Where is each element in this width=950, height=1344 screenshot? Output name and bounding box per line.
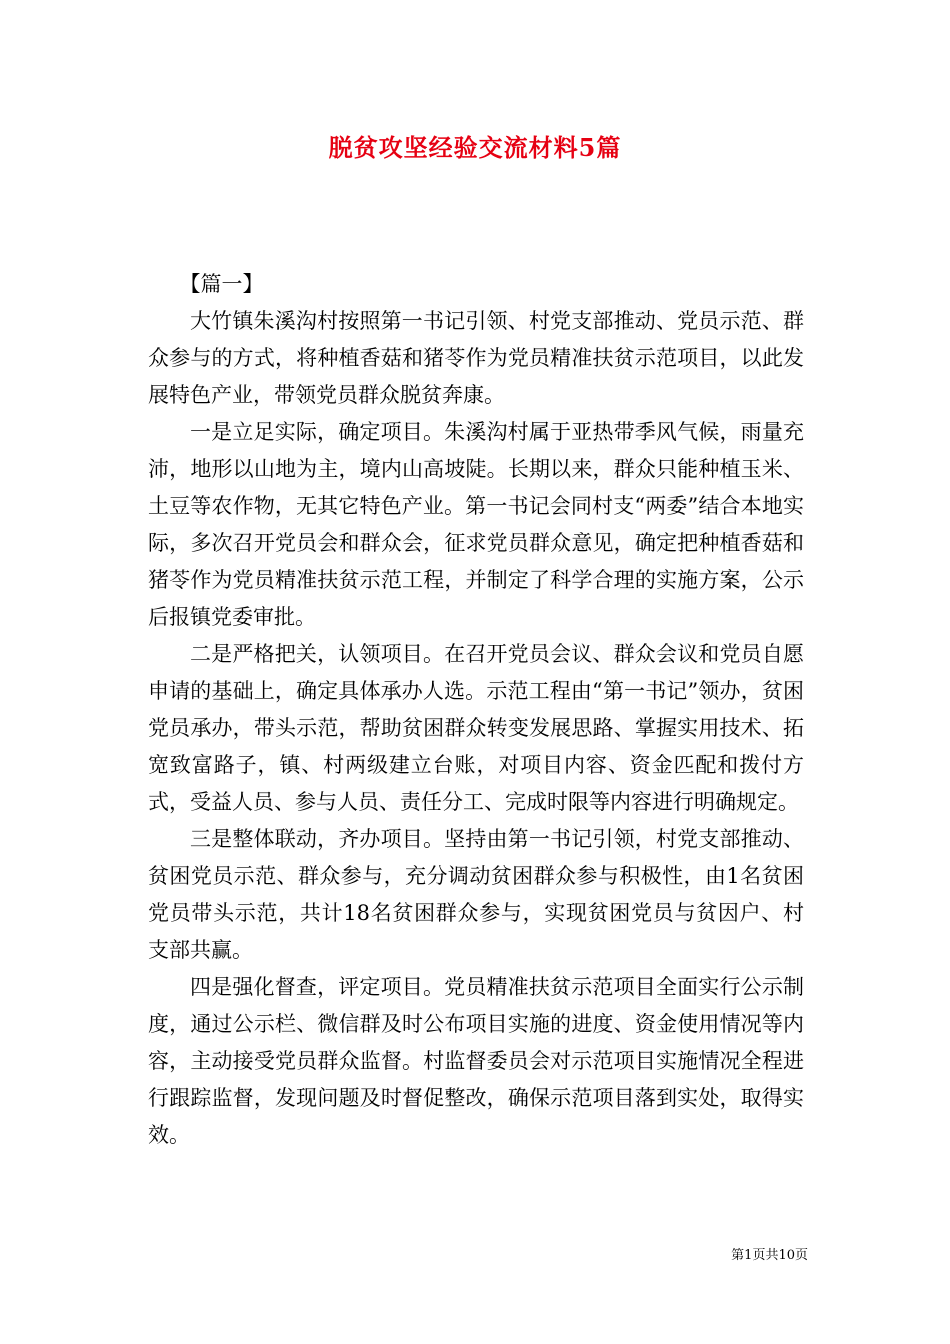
paragraph-point-4: 四是强化督查，评定项目。党员精准扶贫示范项目全面实行公示制度，通过公示栏、微信群及时公布项目实施的进度、资金使用情况等内容，主动接受党员群众监督。村监督委员会对示范项目实施情况全程进行跟踪监督，发现问题及时督促整改，确保示范项目落到实处，取得实效。 bbox=[148, 975, 804, 1147]
paragraph-point-1: 一是立足实际，确定项目。朱溪沟村属于亚热带季风气候，雨量充沛，地形以山地为主，境内山高坡陡。长期以来，群众只能种植玉米、土豆等农作物，无其它特色产业。第一书记会同村支“两委”结合本地实际，多次召开党员会和群众会，征求党员群众意见，确定把种植香菇和猪苓作为党员精准扶贫示范工程，并制定了科学合理的实施方案，公示后报镇党委审批。 bbox=[148, 420, 804, 629]
paragraph-intro: 大竹镇朱溪沟村按照第一书记引领、村党支部推动、党员示范、群众参与的方式，将种植香菇和猪苓作为党员精准扶贫示范项目，以此发展特色产业，带领党员群众脱贫奔康。 bbox=[148, 309, 804, 407]
document-body bbox=[148, 266, 804, 1154]
page-number: 第1页共10页 bbox=[731, 1248, 808, 1263]
paragraph-point-2: 二是严格把关，认领项目。在召开党员会议、群众会议和党员自愿申请的基础上，确定具体承办人选。示范工程由“第一书记”领办，贫困党员承办，带头示范，帮助贫困群众转变发展思路、掌握实用技术、拓宽致富路子，镇、村两级建立台账，对项目内容、资金匹配和拨付方式，受益人员、参与人员、责任分工、完成时限等内容进行明确规定。 bbox=[148, 642, 804, 814]
document-title: 脱贫攻坚经验交流材料5篇 bbox=[328, 133, 622, 162]
paragraph-point-3: 三是整体联动，齐办项目。坚持由第一书记引领，村党支部推动、贫困党员示范、群众参与，充分调动贫困群众参与积极性，由1名贫困党员带头示范，共计18名贫困群众参与，实现贫困党员与贫因户、村支部共赢。 bbox=[148, 827, 804, 962]
section-heading: 【篇一】 bbox=[179, 272, 264, 296]
